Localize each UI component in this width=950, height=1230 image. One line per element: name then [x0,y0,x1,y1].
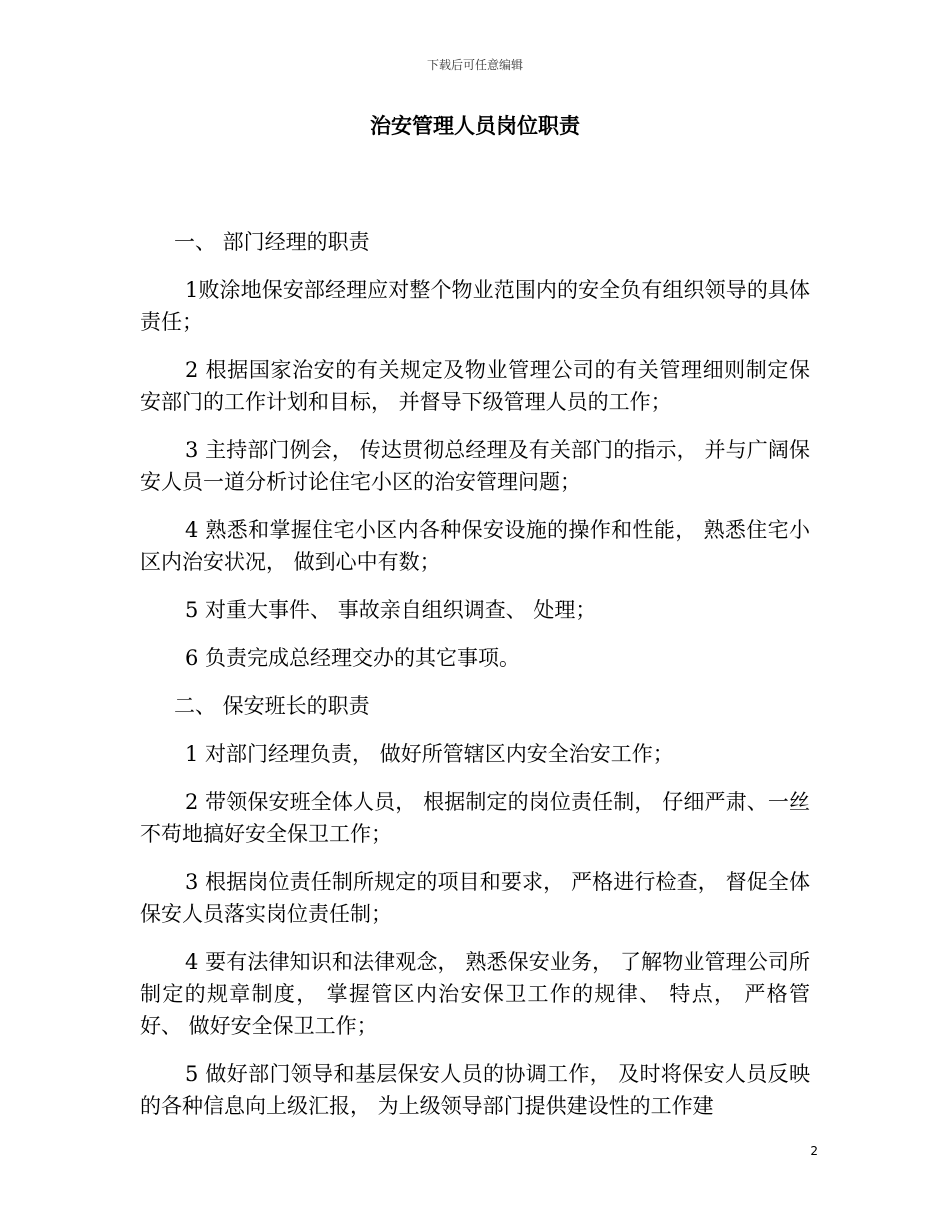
paragraph-1-3: 3 主持部门例会， 传达贯彻总经理及有关部门的指示， 并与广阔保安人员一道分析讨论住宅小区的治安管理问题； [140,438,810,494]
paragraph-1-4: 4 熟悉和掌握住宅小区内各种保安设施的操作和性能， 熟悉住宅小区内治安状况， 做到心中有数； [140,518,810,574]
paragraph-2-2: 2 带领保安班全体人员， 根据制定的岗位责任制， 仔细严肃、一丝不苟地搞好安全保卫工作； [140,790,810,846]
paragraph-1-2: 2 根据国家治安的有关规定及物业管理公司的有关管理细则制定保安部门的工作计划和目标， 并督导下级管理人员的工作； [140,358,810,414]
document-body [140,226,810,1138]
paragraph-1-5: 5 对重大事件、 事故亲自组织调查、 处理； [185,598,597,622]
paragraph-2-5: 5 做好部门领导和基层保安人员的协调工作， 及时将保安人员反映的各种信息向上级汇报， 为上级领导部门提供建设性的工作建 [140,1062,810,1118]
section-heading-2: 二、 保安班长的职责 [174,694,370,718]
paragraph-2-4: 4 要有法律知识和法律观念， 熟悉保安业务， 了解物业管理公司所制定的规章制度， 掌握管区内治安保卫工作的规律、 特点， 严格管好、 做好安全保卫工作； [140,950,810,1038]
paragraph-1-1: 1败涂地保安部经理应对整个物业范围内的安全负有组织领导的具体责任； [140,278,810,334]
header-note: 下载后可任意编辑 [426,58,523,72]
section-heading-1: 一、 部门经理的职责 [174,230,370,254]
paragraph-2-3: 3 根据岗位责任制所规定的项目和要求， 严格进行检查， 督促全体保安人员落实岗位责任制； [140,870,810,926]
document-title: 治安管理人员岗位职责 [370,114,580,138]
page-number: 2 [810,1144,818,1158]
paragraph-2-1: 1 对部门经理负责， 做好所管辖区内安全治安工作； [185,742,674,766]
paragraph-1-6: 6 负责完成总经理交办的其它事项。 [185,646,521,670]
